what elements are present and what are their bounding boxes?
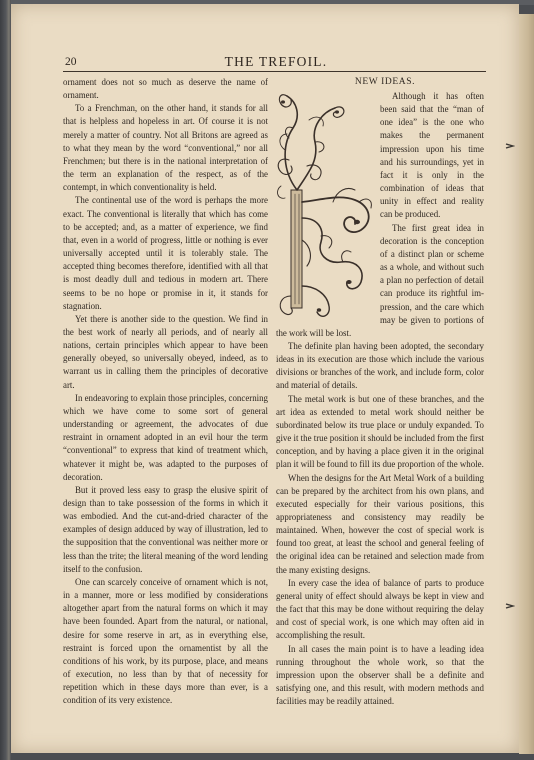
ornamental-metalwork-icon <box>273 90 376 324</box>
right-paragraph: In all cases the main point is to have a leading idea running throughout the whole work, so that the impression upon the observer shall be a definite and satisfying one, and this result, with modern methods and facilities may be readily attained. <box>276 643 484 707</box>
page-edge <box>519 14 534 754</box>
right-paragraph: Although it has often been said that the “man of one idea” is the one who makes the permanent impression upon his time and his surroundings, yet in fact it is only in the combination of ideas that unity in effect and reality can be produced. <box>380 91 484 220</box>
ornamental-metalwork-illustration <box>273 90 376 324</box>
right-column <box>276 76 484 708</box>
left-paragraph: To a Frenchman, on the other hand, it stands for all that is helpless and hopeless in art. Of course it is not merely a matter of country. Not all Britons are agreed as to what they mean by the word “conventional,” nor all Frenchmen; but there is in the national interpretation of the term an explanation of the respect, as of the contempt, in which conventionality is held. <box>63 103 268 193</box>
page-tab-marker-icon <box>505 603 515 609</box>
right-paragraph: When the designs for the Art Metal Work of a building can be prepared by the architect from his own plans, and executed especially for their various positions, this appropriateness and consistency may readily be maintained. When, however the cost of special work is found too great, at least the school and general feeling of the original idea can be retained and selection made from the many existing designs. <box>276 472 484 575</box>
left-paragraph: Yet there is another side to the question. We find in the best work of nearly all periods, and of nearly all nations, certain principles which appear to have been generally obeyed, so universally obeyed, indeed, as to warrant us in calling them the principles of decorative art. <box>63 313 268 390</box>
left-paragraph: In endeavoring to explain those principles, concerning which we have come to some sort of general understanding or agreement, the advocates of due restraint in ornament adopted in an evil hour the term “conventional” to express that kind of treatment which, whatever it might be, was adapted to the purposes of decoration. <box>63 392 268 482</box>
left-paragraph: One can scarcely conceive of ornament which is not, in a manner, more or less modified by considerations altogether apart from the natural forms on which it may have been founded. Apart from the natural, or national, desire for some reserve in art, as in everything else, restraint is forced upon the ornamentist by all the conditions of his work, by its purpose, place, and means of execution, no less than by that of necessity for repetition which in these days more than ever, is a condition of its very existence. <box>63 576 268 706</box>
left-paragraph: But it proved less easy to grasp the elusive spirit of design than to take possession of the forms in which it was embodied. And the cut-and-dried character of the examples of design adduced by way of illustration, led to the supposition that the conventional was neither more or less than the trite; the literal meaning of the word lending itself to the confusion. <box>63 484 268 574</box>
section-heading: NEW IDEAS. <box>354 77 416 87</box>
right-paragraph: The first great idea in decoration is the conception of a distinct plan or scheme as a whole, and without such a plan no perfection of detail can produce its rightful impression, and the care which may be given to portions of the work will be lost. <box>276 222 484 338</box>
left-paragraph: The continental use of the word is perhaps the more exact. The conventional is literally that which has come to be accepted; and, as a matter of experience, we find that, even in a world of progress, little or nothing is ever universally accepted until it is tolerably stale. The accepted thing becomes therefore, identified with all that is most deadly dull and tedious in modern art. There seems to be no hope or promise in it, it stands for stagnation. <box>63 195 268 311</box>
header-rule <box>63 71 486 72</box>
left-paragraph: ornament does not so much as deserve the name of ornament. <box>63 77 268 101</box>
right-paragraph: The metal work is but one of these branches, and the art idea as extended to metal work should neither be subordinated below its true place or unduly expanded. To give it the true position it should be included from the first conception, and by having a place given it in the original plan it will be found to fill its due proportion of the whole. <box>276 393 484 470</box>
right-paragraph: In every case the idea of balance of parts to produce general unity of effect should always be kept in view and the fact that this may be done without requiring the delay and cost of special work, is one which may often aid in accomplishing the result. <box>276 577 484 641</box>
left-column <box>63 76 268 708</box>
right-paragraph: The definite plan having been adopted, the secondary ideas in its execution are those which include the various divisions or branches of the work, and include form, color and material of details. <box>276 340 484 391</box>
page-tab-marker-icon <box>505 143 515 149</box>
running-title: THE TREFOIL. <box>224 54 328 69</box>
page-number: 20 <box>65 56 77 68</box>
